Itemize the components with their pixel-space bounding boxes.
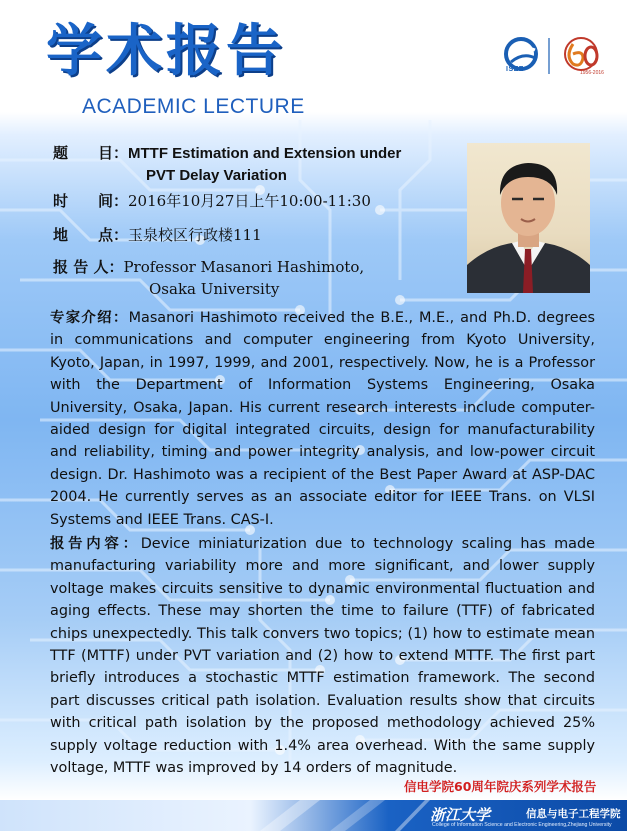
- speaker-line2: Osaka University: [149, 280, 280, 298]
- time-label: 时 间：: [53, 192, 129, 210]
- university-name: 浙江大学: [430, 806, 491, 824]
- college-name-en: College of Information Science and Electronic Engineering,Zhejiang University: [432, 822, 612, 828]
- place-value: 玉泉校区行政楼111: [128, 226, 262, 244]
- topic-label: 题 目：: [53, 144, 129, 162]
- college-name-cn: 信息与电子工程学院: [526, 808, 621, 820]
- speaker-row-2: [149, 282, 279, 297]
- page-subtitle: ACADEMIC LECTURE: [82, 95, 305, 118]
- anniversary-logo-text: 1956-2016: [580, 70, 604, 76]
- abstract-text: Device miniaturization due to technology scaling has made manufacturing variability more and more significant, and lower supply voltage makes circuits sensitive to dynamic environmental fluctuation and aging effects. These may shorten the time to failure (TTF) of fabricated chips unexpectedly. This talk convers two topics; (1) how to estimate mean TTF (MTTF) under PVT variation and (2) how to extend MTTF. The first part briefly introduces a stochastic MTTF estimation framework. The second part discusses critical path isolation. Evaluation results show that circuits with critical path isolation by the proposed methodology achieved 25% supply voltage reduction with 1.4% area overhead. With the same supply voltage, MTTF was improved by 14 orders of magnitude.: [50, 536, 595, 777]
- lecture-abstract: [50, 533, 595, 779]
- abstract-label: 报告内容：: [50, 536, 141, 552]
- topic-line2: PVT Delay Variation: [146, 167, 287, 184]
- speaker-row: [53, 260, 364, 275]
- anniversary-60-logo-icon: [565, 38, 597, 70]
- institution-logos: [501, 34, 613, 86]
- time-value: 2016年10月27日上午10:00-11:30: [128, 192, 371, 210]
- page-title: 学术报告: [46, 19, 286, 84]
- topic-row-2: [146, 168, 287, 183]
- topic-row: [53, 146, 401, 161]
- place-label: 地 点：: [53, 226, 129, 244]
- isee-logo-text: ISEE: [506, 66, 524, 73]
- topic-line1: MTTF Estimation and Extension under: [128, 145, 402, 162]
- speaker-bio: [50, 307, 595, 531]
- speaker-photo: [467, 143, 590, 293]
- place-row: [53, 228, 262, 243]
- speaker-portrait-icon: [467, 143, 590, 293]
- speaker-label: 报 告 人：: [53, 258, 124, 276]
- bio-text: Masanori Hashimoto received the B.E., M.E., and Ph.D. degrees in communications and computer engineering from Kyoto University, Kyoto, Japan, in 1997, 1999, and 2001, respectively. Now, he is a Professor with the Department of Information Systems Engineering, Osaka University, Osaka, Japan. His current research interests include computer-aided design for digital integrated circuits, design for manufacturability and reliability, timing and power integrity analysis, and low-power circuit design. Dr. Hashimoto was a recipient of the Best Paper Award at ASP-DAC 2004. He currently serves as an associate editor for IEEE Trans. on VLSI Systems and IEEE Trans. CAS-I.: [50, 310, 595, 528]
- speaker-line1: Professor Masanori Hashimoto,: [123, 258, 365, 276]
- time-row: [53, 194, 371, 209]
- isee-logo-icon: [506, 39, 536, 69]
- bio-label: 专家介绍：: [50, 310, 129, 326]
- series-caption: 信电学院60周年院庆系列学术报告: [404, 779, 597, 794]
